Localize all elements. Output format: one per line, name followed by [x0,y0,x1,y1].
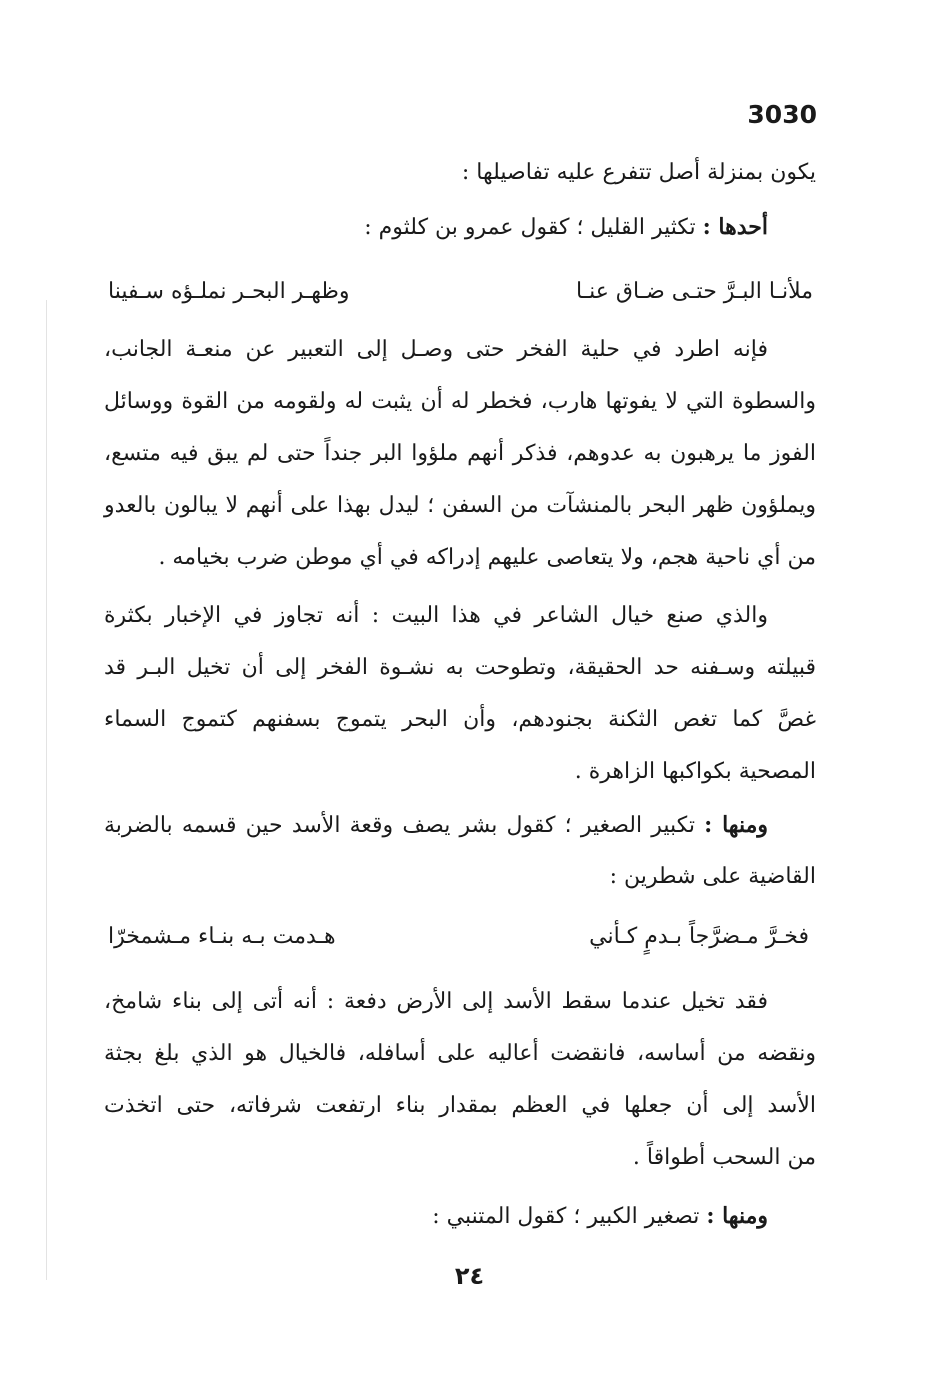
text-line-p3-2: القاضية على شطرين : [609,864,816,889]
text-line-p3-1: ومنها : تكبير الصغير ؛ كقول بشر يصف وقعة الأسد حين قسمه بالضربة [104,812,768,838]
text-line-p1-3: الفوز ما يرهبون به عدوهم، فذكر أنهم ملؤوا البر جنداً حتى لم يبق فيه متسع، [104,441,816,466]
main-text [104,0,816,1374]
verse-2-second-hemistich: هـدمت بـه بنـاء مـشمخرّا [108,924,336,949]
item-label: ومنها : [706,1203,768,1229]
text-line-p4-3: الأسد إلى أن جعلها في العظم بمقدار بناء ارتفعت شرفاته، حتى اتخذت [104,1093,816,1118]
verse-2-first-hemistich: فخـرَّ مـضرَّجاً بـدمٍ كـأني [589,924,809,949]
text-line-1: يكون بمنزلة أصل تتفرع عليه تفاصيلها : [461,160,816,185]
text-line-p4-4: من السحب أطواقاً . [632,1145,816,1170]
text-line-p2-3: غصَّ كما تغص الثكنة بجنودهم، وأن البحر يتموج بسفنهم كتموج السماء [104,707,816,732]
text-line-p2-4: المصحية بكواكبها الزاهرة . [574,759,816,784]
text-line-p2-2: قبيلته وسـفنه حد الحقيقة، وتطوحت به نشـوة الفخر إلى أن تخيل البـر قد [104,655,816,680]
item-label: ومنها : [704,812,768,838]
folio-number: ٢٤ [454,1262,485,1290]
text-line-p4-2: ونقضه من أساسه، فانقضت أعاليه على أسافله، فالخيال هو الذي بلغ بجثة [104,1041,816,1066]
text-line-p5: ومنها : تصغير الكبير ؛ كقول المتنبي : [432,1203,768,1229]
text-line-p1-1: فإنه اطرد في حلية الفخر حتى وصـل إلى التعبير عن منعـة الجانب، [104,337,768,362]
text-line-2: أحدها : تكثير القليل ؛ كقول عمرو بن كلثوم : [364,214,768,240]
verse-1-first-hemistich: ملأنـا البـرَّ حتـى ضـاق عنـا [575,279,813,304]
verse-1-second-hemistich: وظهـر البحـر نملـؤه سـفينا [108,279,350,304]
text-line-p1-5: من أي ناحية هجم، ولا يتعاصى عليهم إدراكه في أي موطن ضرب بخيامه . [158,545,816,570]
text-line-p4-1: فقد تخيل عندما سقط الأسد إلى الأرض دفعة : أنه أتى إلى بناء شامخ، [104,989,768,1014]
scan-edge-line [46,300,47,1280]
text-line-p1-4: ويملؤون ظهر البحر بالمنشآت من السفن ؛ ليدل بهذا على أنهم لا يبالون بالعدو [104,493,816,518]
text-line-p1-2: والسطوة التي لا يفوتها هارب، فخطر له أن يثبت له ولقومه من القوة ووسائل [104,389,816,414]
item-label: أحدها : [702,214,768,240]
text-line-p2-1: والذي صنع خيال الشاعر في هذا البيت : أنه تجاوز في الإخبار بكثرة [104,603,768,628]
page-number: 3030 [747,100,817,129]
